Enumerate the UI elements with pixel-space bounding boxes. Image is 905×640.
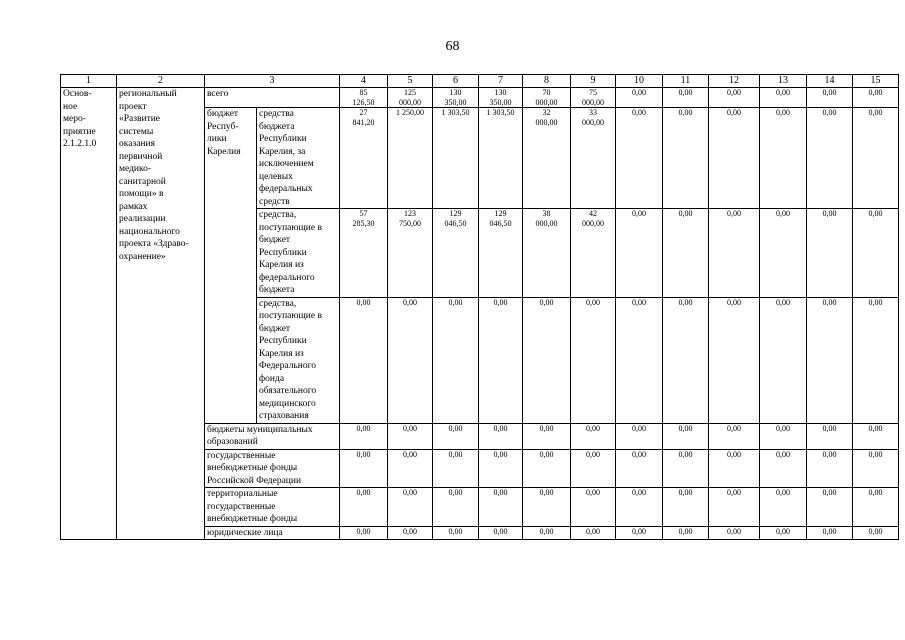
column-header: 13	[760, 75, 807, 88]
value-cell: 0,00	[760, 488, 807, 527]
value-cell: 0,00	[663, 449, 709, 488]
value-cell: 0,00	[571, 449, 616, 488]
source-label: средства, поступающие в бюджет Республики Карелия из Федерального фонда обязательного медицинского страхования	[257, 297, 340, 423]
value-cell: 0,00	[663, 209, 709, 298]
value-cell: 75 000,00	[571, 88, 616, 108]
value-cell: 0,00	[479, 297, 523, 423]
value-cell: 38 000,00	[523, 209, 571, 298]
value-cell: 0,00	[616, 209, 663, 298]
column-header: 10	[616, 75, 663, 88]
source-label: территориальные государственные внебюджетные фонды	[205, 488, 340, 527]
value-cell: 1 250,00	[388, 108, 433, 209]
source-label: бюджеты муниципальных образований	[205, 423, 340, 449]
value-cell: 0,00	[807, 108, 853, 209]
value-cell: 0,00	[807, 488, 853, 527]
value-cell: 0,00	[760, 449, 807, 488]
value-cell: 0,00	[853, 108, 899, 209]
source-label: всего	[205, 88, 340, 108]
value-cell: 0,00	[663, 108, 709, 209]
value-cell: 0,00	[433, 488, 479, 527]
value-cell: 0,00	[616, 423, 663, 449]
value-cell: 0,00	[571, 297, 616, 423]
column-header: 8	[523, 75, 571, 88]
value-cell: 0,00	[523, 423, 571, 449]
value-cell: 0,00	[340, 526, 388, 540]
value-cell: 0,00	[571, 423, 616, 449]
value-cell: 129 046,50	[479, 209, 523, 298]
value-cell: 0,00	[853, 526, 899, 540]
value-cell: 42 000,00	[571, 209, 616, 298]
value-cell: 0,00	[853, 423, 899, 449]
source-label: средства бюджета Республики Карелия, за исключением целевых федеральных средств	[257, 108, 340, 209]
column-header: 7	[479, 75, 523, 88]
value-cell: 125 000,00	[388, 88, 433, 108]
value-cell: 0,00	[340, 449, 388, 488]
value-cell: 0,00	[760, 88, 807, 108]
value-cell: 0,00	[479, 526, 523, 540]
value-cell: 85 126,50	[340, 88, 388, 108]
value-cell: 0,00	[853, 488, 899, 527]
value-cell: 0,00	[663, 526, 709, 540]
value-cell: 0,00	[433, 526, 479, 540]
value-cell: 0,00	[616, 449, 663, 488]
value-cell: 0,00	[340, 488, 388, 527]
activity-code-cell: Основ- ное меро- приятие 2.1.2.1.0	[61, 88, 117, 540]
value-cell: 0,00	[388, 423, 433, 449]
column-header: 11	[663, 75, 709, 88]
value-cell: 0,00	[760, 297, 807, 423]
column-header: 4	[340, 75, 388, 88]
source-label: государственные внебюджетные фонды Российской Федерации	[205, 449, 340, 488]
value-cell: 0,00	[663, 423, 709, 449]
column-header: 2	[117, 75, 205, 88]
value-cell: 0,00	[853, 449, 899, 488]
value-cell: 129 046,50	[433, 209, 479, 298]
value-cell: 0,00	[807, 449, 853, 488]
value-cell: 0,00	[340, 423, 388, 449]
value-cell: 1 303,50	[479, 108, 523, 209]
column-header: 1	[61, 75, 117, 88]
value-cell: 0,00	[760, 526, 807, 540]
value-cell: 0,00	[616, 488, 663, 527]
column-header: 5	[388, 75, 433, 88]
column-header: 15	[853, 75, 899, 88]
budget-table	[60, 74, 899, 540]
value-cell: 123 750,00	[388, 209, 433, 298]
value-cell: 0,00	[388, 488, 433, 527]
value-cell: 0,00	[523, 297, 571, 423]
value-cell: 0,00	[760, 423, 807, 449]
value-cell: 0,00	[663, 297, 709, 423]
value-cell: 0,00	[433, 423, 479, 449]
value-cell: 0,00	[616, 297, 663, 423]
value-cell: 57 285,30	[340, 209, 388, 298]
value-cell: 0,00	[853, 88, 899, 108]
value-cell: 0,00	[523, 488, 571, 527]
value-cell: 0,00	[433, 449, 479, 488]
value-cell: 0,00	[807, 297, 853, 423]
value-cell: 0,00	[709, 108, 760, 209]
value-cell: 0,00	[388, 449, 433, 488]
project-name-cell: региональный проект «Развитие системы оказания первичной медико- санитарной помощи» в рамках реализации национального проекта «Здраво- охранение»	[117, 88, 205, 540]
value-cell: 0,00	[616, 526, 663, 540]
value-cell: 0,00	[709, 297, 760, 423]
value-cell: 70 000,00	[523, 88, 571, 108]
value-cell: 0,00	[479, 488, 523, 527]
value-cell: 0,00	[760, 108, 807, 209]
value-cell: 0,00	[709, 88, 760, 108]
column-header-row	[61, 75, 899, 88]
column-header: 12	[709, 75, 760, 88]
value-cell: 0,00	[433, 297, 479, 423]
value-cell: 33 000,00	[571, 108, 616, 209]
page-number: 68	[445, 39, 460, 54]
value-cell: 0,00	[340, 297, 388, 423]
value-cell: 0,00	[616, 108, 663, 209]
value-cell: 0,00	[760, 209, 807, 298]
value-cell: 0,00	[388, 526, 433, 540]
value-cell: 0,00	[571, 526, 616, 540]
value-cell: 0,00	[709, 209, 760, 298]
value-cell: 0,00	[663, 488, 709, 527]
value-cell: 0,00	[479, 423, 523, 449]
column-header: 14	[807, 75, 853, 88]
value-cell: 0,00	[709, 526, 760, 540]
value-cell: 0,00	[663, 88, 709, 108]
column-header: 6	[433, 75, 479, 88]
value-cell: 0,00	[571, 488, 616, 527]
source-label: юридические лица	[205, 526, 340, 540]
table-row	[61, 88, 899, 108]
value-cell: 0,00	[853, 209, 899, 298]
value-cell: 0,00	[388, 297, 433, 423]
value-cell: 0,00	[523, 526, 571, 540]
value-cell: 0,00	[709, 488, 760, 527]
value-cell: 0,00	[709, 423, 760, 449]
value-cell: 0,00	[709, 449, 760, 488]
value-cell: 0,00	[523, 449, 571, 488]
value-cell: 0,00	[807, 209, 853, 298]
value-cell: 0,00	[479, 449, 523, 488]
value-cell: 130 350,00	[433, 88, 479, 108]
column-header: 9	[571, 75, 616, 88]
value-cell: 0,00	[807, 526, 853, 540]
value-cell: 0,00	[853, 297, 899, 423]
value-cell: 32 000,00	[523, 108, 571, 209]
value-cell: 0,00	[807, 88, 853, 108]
value-cell: 1 303,50	[433, 108, 479, 209]
value-cell: 130 350,00	[479, 88, 523, 108]
value-cell: 0,00	[616, 88, 663, 108]
value-cell: 27 841,20	[340, 108, 388, 209]
source-label: средства, поступающие в бюджет Республики Карелия из федерального бюджета	[257, 209, 340, 298]
budget-rk-label: бюджет Респуб- лики Карелия	[205, 108, 257, 424]
column-header: 3	[205, 75, 340, 88]
value-cell: 0,00	[807, 423, 853, 449]
